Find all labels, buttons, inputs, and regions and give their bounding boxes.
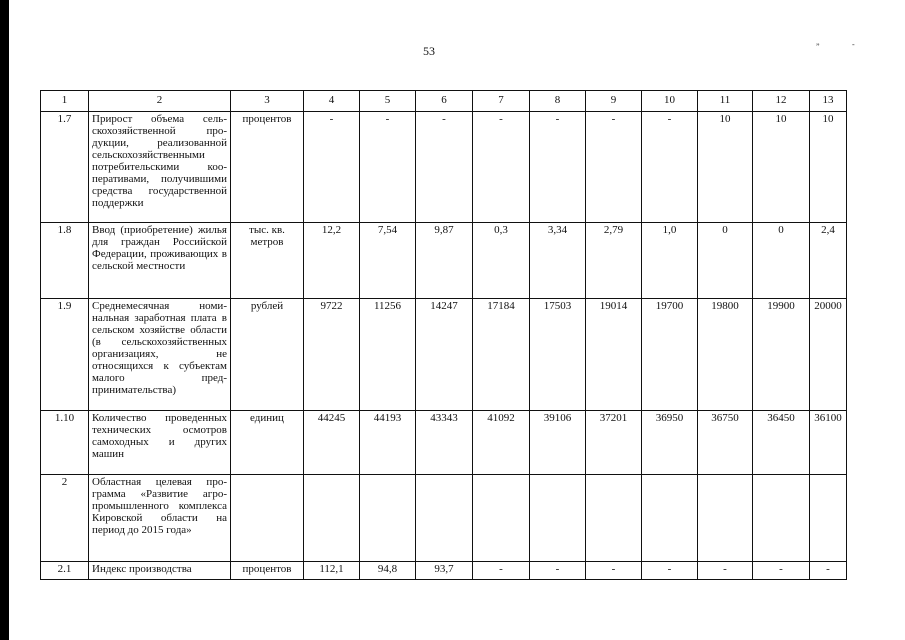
table-row bbox=[41, 223, 847, 299]
value-cell bbox=[473, 475, 530, 562]
value-cell: 10 bbox=[753, 112, 810, 223]
row-description: Количество проведенных технических осмотров самоходных и других машин bbox=[89, 411, 231, 475]
value-cell: 36750 bbox=[698, 411, 753, 475]
value-cell: 12,2 bbox=[304, 223, 360, 299]
indicators-table bbox=[40, 90, 847, 580]
value-cell: 11256 bbox=[360, 299, 416, 411]
value-cell: 7,54 bbox=[360, 223, 416, 299]
page-number: 53 bbox=[423, 44, 435, 58]
value-cell: 0,3 bbox=[473, 223, 530, 299]
value-cell: 9,87 bbox=[416, 223, 473, 299]
value-cell: - bbox=[642, 562, 698, 580]
value-cell bbox=[586, 475, 642, 562]
value-cell: 36450 bbox=[753, 411, 810, 475]
value-cell: 19800 bbox=[698, 299, 753, 411]
value-cell: 19700 bbox=[642, 299, 698, 411]
table-header-row bbox=[41, 91, 847, 112]
value-cell: 0 bbox=[698, 223, 753, 299]
value-cell bbox=[304, 475, 360, 562]
value-cell: - bbox=[698, 562, 753, 580]
value-cell bbox=[698, 475, 753, 562]
row-unit: процентов bbox=[231, 562, 304, 580]
table-row bbox=[41, 299, 847, 411]
value-cell: - bbox=[530, 112, 586, 223]
row-description: Областная целевая программа «Развитие агропромышленного комплекса Кировской области на период до 2015 года» bbox=[89, 475, 231, 562]
value-cell: 112,1 bbox=[304, 562, 360, 580]
value-cell: 17184 bbox=[473, 299, 530, 411]
value-cell: 1,0 bbox=[642, 223, 698, 299]
row-unit: процентов bbox=[231, 112, 304, 223]
value-cell: - bbox=[304, 112, 360, 223]
scan-edge-bar bbox=[0, 0, 9, 640]
value-cell: 19014 bbox=[586, 299, 642, 411]
value-cell: 20000 bbox=[810, 299, 847, 411]
row-number: 2 bbox=[41, 475, 89, 562]
value-cell bbox=[416, 475, 473, 562]
header-cell: 5 bbox=[360, 91, 416, 112]
value-cell: - bbox=[530, 562, 586, 580]
value-cell: 93,7 bbox=[416, 562, 473, 580]
value-cell bbox=[642, 475, 698, 562]
table-row bbox=[41, 411, 847, 475]
value-cell: 36950 bbox=[642, 411, 698, 475]
value-cell bbox=[530, 475, 586, 562]
row-number: 1.9 bbox=[41, 299, 89, 411]
row-number: 1.8 bbox=[41, 223, 89, 299]
value-cell: - bbox=[360, 112, 416, 223]
header-cell: 12 bbox=[753, 91, 810, 112]
header-cell: 8 bbox=[530, 91, 586, 112]
row-number: 2.1 bbox=[41, 562, 89, 580]
value-cell: 37201 bbox=[586, 411, 642, 475]
header-cell: 2 bbox=[89, 91, 231, 112]
row-number: 1.10 bbox=[41, 411, 89, 475]
value-cell bbox=[753, 475, 810, 562]
header-cell: 3 bbox=[231, 91, 304, 112]
value-cell: 14247 bbox=[416, 299, 473, 411]
row-description: Среднемесячная номинальная заработная плата в сельском хозяйстве области (в сельскохозяйственных организациях, не относящихся к субъектам малого предпринимательства) bbox=[89, 299, 231, 411]
value-cell: - bbox=[586, 112, 642, 223]
row-description: Ввод (приобретение) жилья для граждан Российской Федерации, проживающих в сельской местности bbox=[89, 223, 231, 299]
value-cell: 94,8 bbox=[360, 562, 416, 580]
value-cell: 44245 bbox=[304, 411, 360, 475]
row-unit: единиц bbox=[231, 411, 304, 475]
row-unit: рублей bbox=[231, 299, 304, 411]
value-cell: - bbox=[416, 112, 473, 223]
row-description: Индекс производства bbox=[89, 562, 231, 580]
value-cell: 2,4 bbox=[810, 223, 847, 299]
value-cell: 10 bbox=[698, 112, 753, 223]
header-cell: 4 bbox=[304, 91, 360, 112]
header-cell: 10 bbox=[642, 91, 698, 112]
header-cell: 1 bbox=[41, 91, 89, 112]
value-cell: 19900 bbox=[753, 299, 810, 411]
value-cell: 39106 bbox=[530, 411, 586, 475]
value-cell: - bbox=[810, 562, 847, 580]
value-cell: 41092 bbox=[473, 411, 530, 475]
value-cell: - bbox=[473, 112, 530, 223]
value-cell: 43343 bbox=[416, 411, 473, 475]
value-cell: - bbox=[586, 562, 642, 580]
table-row bbox=[41, 112, 847, 223]
row-number: 1.7 bbox=[41, 112, 89, 223]
table-row bbox=[41, 562, 847, 580]
value-cell: 44193 bbox=[360, 411, 416, 475]
header-cell: 6 bbox=[416, 91, 473, 112]
value-cell bbox=[360, 475, 416, 562]
value-cell: - bbox=[642, 112, 698, 223]
scan-mark: - bbox=[852, 40, 855, 49]
table-row bbox=[41, 475, 847, 562]
scan-mark: ” bbox=[816, 42, 820, 51]
header-cell: 7 bbox=[473, 91, 530, 112]
header-cell: 13 bbox=[810, 91, 847, 112]
value-cell: 17503 bbox=[530, 299, 586, 411]
row-unit bbox=[231, 475, 304, 562]
value-cell: 0 bbox=[753, 223, 810, 299]
value-cell: - bbox=[473, 562, 530, 580]
value-cell bbox=[810, 475, 847, 562]
value-cell: 36100 bbox=[810, 411, 847, 475]
value-cell: 3,34 bbox=[530, 223, 586, 299]
header-cell: 9 bbox=[586, 91, 642, 112]
value-cell: 10 bbox=[810, 112, 847, 223]
value-cell: 2,79 bbox=[586, 223, 642, 299]
row-description: Прирост объема сельскохозяйственной продукции, реализованной сельскохозяйственными потребительскими кооперативами, получившими средства государственной поддержки bbox=[89, 112, 231, 223]
value-cell: - bbox=[753, 562, 810, 580]
row-unit: тыс. кв. метров bbox=[231, 223, 304, 299]
value-cell: 9722 bbox=[304, 299, 360, 411]
header-cell: 11 bbox=[698, 91, 753, 112]
